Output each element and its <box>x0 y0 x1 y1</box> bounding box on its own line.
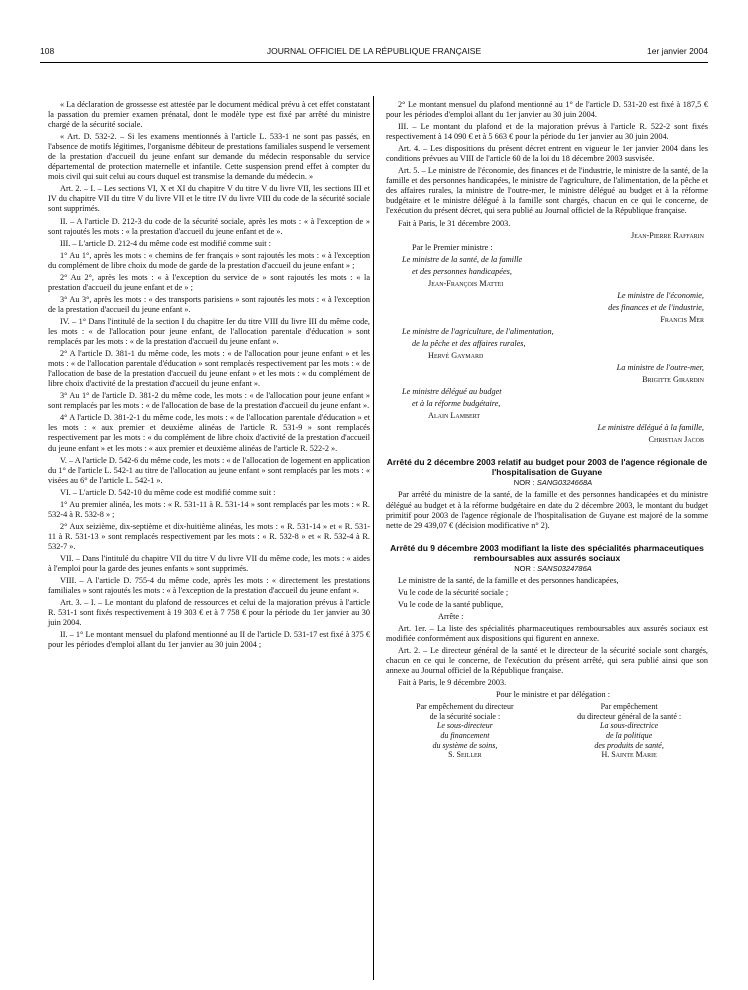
paragraph: 2° A l'article D. 381-1 du même code, les mots : « de l'allocation pour jeune enfant » et les mots : « de l'allocation parentale d'éducation » sont remplacés respectivement par les mots : « de l'allocation de base de la prestation d'accueil du jeune enfant » et les mots : « du complément de libre choix d'activité de la prestation d'accueil du jeune enfant ». <box>48 349 370 389</box>
nor-label: NOR : <box>514 563 536 573</box>
date-place: Fait à Paris, le 31 décembre 2003. <box>398 218 511 228</box>
signer-prime-minister: Jean-Pierre Raffarin <box>630 230 704 240</box>
right-column <box>386 100 708 760</box>
paragraph: Par arrêté du ministre de la santé, de la famille et des personnes handicapées et du ministre délégué au budget et à la réforme budgétaire en date du 2 décembre 2003, le montant du budget primitif pour 2003 de l'agence régionale de l'hospitalisation de Guyane est majoré de la somme nette de 29 439,07 € (décision modificative n° 2). <box>386 490 708 530</box>
sig-sante-name: Jean-François Mattei <box>428 278 504 288</box>
par-le-premier-ministre: Par le Premier ministre : <box>412 242 493 252</box>
paragraph: Art. 2. – I. – Les sections VI, X et XI du chapitre V du titre V du livre VII, les sections III et IV du chapitre VII du titre V du livre VII et le titre IV du livre VIII du code de la sécurité sociale sont supprimés. <box>48 184 370 214</box>
arrete-title: Arrêté du 2 décembre 2003 relatif au budget pour 2003 de l'agence régionale de l'hospitalisation de Guyane <box>386 457 708 478</box>
paragraph: 2° Aux seizième, dix-septième et dix-huitième alinéas, les mots : « R. 531-14 » et « R. 531-11 à R. 531-13 » sont remplacés respectivement par les mots : « R. 532-8 » et « R. 532-4 à R. 532-7 ». <box>48 521 370 551</box>
sig-name: S. Seiller <box>448 750 482 760</box>
sig-line: du système de soins, <box>432 740 498 750</box>
paragraph: IV. – 1° Dans l'intitulé de la section I du chapitre Ier du titre VIII du livre III du même code, les mots : « de l'allocation pour jeune enfant, de l'allocation parentale d'éducation » sont remplacés par les mots : « de la prestation d'accueil du jeune enfant ». <box>48 316 370 347</box>
paragraph: V. – A l'article D. 542-6 du même code, les mots : « de l'allocation de logement en application du 1° de l'article L. 542-1 au titre de l'allocation au jeune enfant » sont remplacés par les mots : « visées au 6° de l'article L. 542-1 ». <box>48 455 370 485</box>
paragraph: Art. 2. – Le directeur général de la santé et le directeur de la sécurité sociale sont chargés, chacun en ce qui le concerne, de l'exécution du présent arrêté, qui sera publié ainsi que son annexe au Journal officiel de la République française. <box>386 645 708 676</box>
paragraph: VIII. – A l'article D. 755-4 du même code, après les mots : « directement les prestations familiales » sont rajoutés les mots : « à l'exception de la prestation d'accueil du jeune enfant ». <box>48 576 370 596</box>
sig-line: du directeur général de la santé : <box>577 711 682 721</box>
paragraph: Art. 4. – Les dispositions du présent décret entrent en vigueur le 1er janvier 2004 dans les conditions prévues au VIII de l'article 60 de la loi du 18 décembre 2003 susvisée. <box>386 144 708 164</box>
paragraph: « Art. D. 532-2. – Si les examens mentionnés à l'article L. 533-1 ne sont pas passés, en l'absence de motifs légitimes, l'organisme débiteur de prestations familiales suspend le versement de la prestation d'accueil du jeune enfant sur demande du médecin responsable du service départemental de protection maternelle et infantile. Cette suspension prend effet à compter du mois civil qui suit celui au cours duquel est transmise la demande du médecin. » <box>48 132 370 182</box>
sig-line: Par empêchement du directeur <box>416 702 514 712</box>
paragraph: 4° A l'article D. 381-2-1 du même code, les mots : « de l'allocation parentale d'éducation » et les mots : « aux premier et deuxième alinéas de l'article R. 531-9 » sont remplacés respectivement par les mots : « du complément de libre choix d'activité de la prestation d'accueil du jeune enfant » et les mots : « aux premier et deuxième alinéas de l'article R. 522-2 ». <box>48 413 370 453</box>
visa: Vu le code de la santé publique, <box>398 599 504 609</box>
paragraph: VII. – Dans l'intitulé du chapitre VII du titre V du livre VII du même code, les mots : « aides à l'emploi pour la garde des jeunes enfants » sont supprimés. <box>48 553 370 574</box>
sig-agri-line: de la pêche et des affaires rurales, <box>412 338 526 348</box>
sig-line: des produits de santé, <box>594 740 664 750</box>
nor-code: SANG0324668A <box>536 478 593 488</box>
paragraph: Art. 5. – Le ministre de l'économie, des finances et de l'industrie, le ministre de la santé, de la famille et des personnes handicapées, le ministre de l'agriculture, de l'alimentation, de la pêche et des affaires rurales, la ministre de l'outre-mer, le ministre délégué au budget et à la réforme budgétaire et le ministre délégué à la famille sont chargés, chacun en ce qui le concerne, de l'exécution du présent décret, qui sera publié au Journal officiel de la République française. <box>386 166 708 216</box>
sig-sante-line: et des personnes handicapées, <box>412 266 512 276</box>
signature-block-right <box>550 702 708 760</box>
paragraph: II. – A l'article D. 212-3 du code de la sécurité sociale, après les mots : « à l'exception de » sont rajoutés les mots : « la prestation d'accueil du jeune enfant et de ». <box>48 216 370 236</box>
delegation-signatures <box>386 702 708 760</box>
sig-om-name: Brigitte Girardin <box>642 375 704 385</box>
date-place: Fait à Paris, le 9 décembre 2003. <box>398 678 507 688</box>
sig-agri-line: Le ministre de l'agriculture, de l'alimentation, <box>402 326 554 336</box>
sig-line: Par empêchement <box>600 702 658 712</box>
arrete-title: Arrêté du 9 décembre 2003 modifiant la liste des spécialités pharmaceutiques remboursables aux assurés sociaux <box>390 542 704 563</box>
page-number: 108 <box>40 46 55 56</box>
sig-line: La sous-directrice <box>600 721 659 731</box>
paragraph: 1° Au 1°, après les mots : « chemins de fer français » sont rajoutés les mots : « à l'exception du complément de libre choix du mode de garde de la prestation d'accueil du jeune enfant » ; <box>48 250 370 270</box>
sig-eco-line: des finances et de l'industrie, <box>608 302 704 312</box>
sig-famille-line: Le ministre délégué à la famille, <box>597 423 704 433</box>
paragraph: « La déclaration de grossesse est attestée par le document médical prévu à cet effet constatant la passation du premier examen prénatal, dont le modèle type est fixé par arrêté du ministre chargé de la sécurité sociale. <box>48 100 370 130</box>
paragraph: 3° Au 3°, après les mots : « des transports parisiens » sont rajoutés les mots : « à l'exception de la prestation d'accueil du jeune enfant ». <box>48 294 370 314</box>
issue-date: 1er janvier 2004 <box>647 46 708 56</box>
nor-code: SANS0324786A <box>537 563 592 573</box>
arrete-label: Arrête : <box>438 611 464 621</box>
paragraph: III. – L'article D. 212-4 du même code est modifié comme suit : <box>60 238 271 248</box>
sig-sante-line: Le ministre de la santé, de la famille <box>402 254 523 264</box>
paragraph: 2° Au 2°, après les mots : « à l'exception du service de » sont rajoutés les mots : « la prestation d'accueil du jeune enfant et de » ; <box>48 272 370 292</box>
sig-agri-name: Hervé Gaymard <box>428 351 484 361</box>
paragraph: III. – Le montant du plafond et de la majoration prévus à l'article R. 522-2 sont fixés respectivement à 14 090 € et à 5 663 € pour la période du 1er janvier au 30 juin 2004. <box>386 122 708 142</box>
sig-budget-line: Le ministre délégué au budget <box>402 387 502 397</box>
sig-line: du financement <box>440 730 490 740</box>
paragraph: 1° Au premier alinéa, les mots : « R. 531-11 à R. 531-14 » sont remplacés par les mots : « R. 532-4 à R. 532-8 » ; <box>48 499 370 519</box>
sig-line: Le sous-directeur <box>436 721 493 731</box>
nor-reference <box>386 478 708 488</box>
column-divider <box>373 96 374 980</box>
paragraph: II. – 1° Le montant mensuel du plafond mentionné au II de l'article D. 531-17 est fixé à 375 € pour les périodes d'emploi allant du 1er janvier au 30 juin 2004 ; <box>48 630 370 650</box>
paragraph: VI. – L'article D. 542-10 du même code est modifié comme suit : <box>60 487 276 497</box>
page-header <box>40 46 708 63</box>
sig-budget-name: Alain Lambert <box>428 411 481 421</box>
sig-name: H. Sainte Marie <box>601 750 657 760</box>
sig-eco-name: Francis Mer <box>660 314 704 324</box>
visa: Vu le code de la sécurité sociale ; <box>398 587 509 597</box>
paragraph: 2° Le montant mensuel du plafond mentionné au 1° de l'article D. 531-20 est fixé à 187,5 € pour les périodes d'emploi allant du 1er janvier au 30 juin 2004. <box>386 100 708 120</box>
paragraph: Art. 1er. – La liste des spécialités pharmaceutiques remboursables aux assurés sociaux est modifiée conformément aux dispositions qui figurent en annexe. <box>386 623 708 643</box>
sig-om-line: La ministre de l'outre-mer, <box>616 363 704 373</box>
sig-line: de la sécurité sociale : <box>429 711 501 721</box>
sig-eco-line: Le ministre de l'économie, <box>617 290 704 300</box>
pour-le-ministre: Pour le ministre et par délégation : <box>495 690 611 700</box>
left-column <box>48 100 370 652</box>
signature-block-left <box>386 702 544 760</box>
paragraph: Art. 3. – I. – Le montant du plafond de ressources et celui de la majoration prévus à l'article R. 531-1 sont fixés respectivement à 19 303 € et à 7 758 € pour la période du 1er janvier au 30 juin 2004. <box>48 598 370 628</box>
paragraph: 3° Au 1° de l'article D. 381-2 du même code, les mots : « de l'allocation pour jeune enfant » sont remplacés par les mots : « de l'allocation de base de la prestation d'accueil du jeune enfant ». <box>48 391 370 411</box>
paragraph: Le ministre de la santé, de la famille et des personnes handicapées, <box>398 575 619 585</box>
journal-title: JOURNAL OFFICIEL DE LA RÉPUBLIQUE FRANÇAISE <box>266 46 482 56</box>
sig-budget-line: et à la réforme budgétaire, <box>412 399 501 409</box>
sig-famille-name: Christian Jacob <box>648 435 704 445</box>
sig-line: de la politique <box>606 730 653 740</box>
nor-label: NOR : <box>513 478 535 488</box>
nor-reference <box>386 564 708 574</box>
